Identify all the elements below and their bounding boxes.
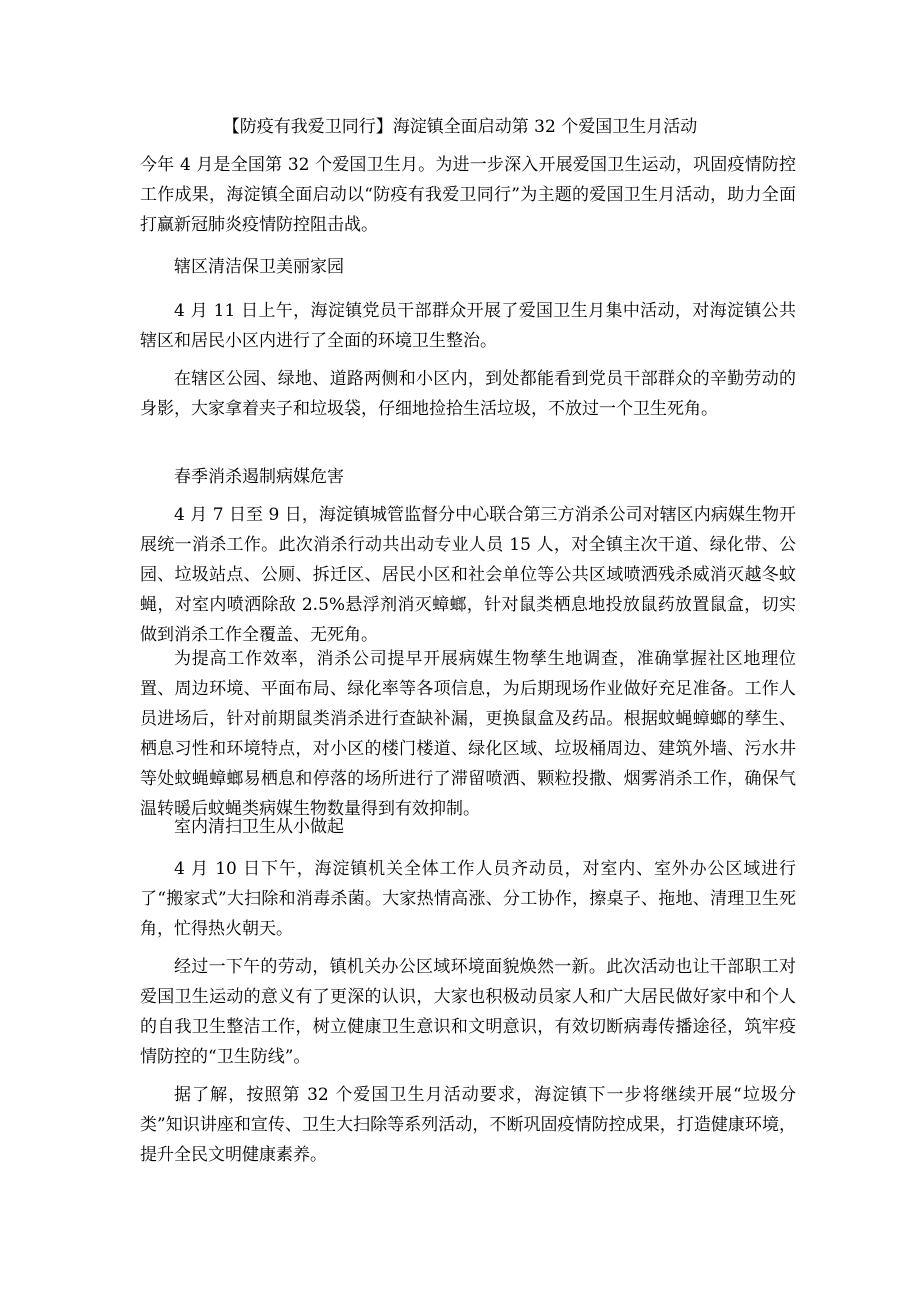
- section-heading-indoor: 室内清扫卫生从小做起: [174, 817, 344, 837]
- paragraph-disinfection-efficiency: 为提高工作效率，消杀公司提早开展病媒生物孳生地调查，准确掌握社区地理位置、周边环境、平面布局、绿化率等各项信息，为后期现场作业做好充足准备。工作人员进场后，针对前期鼠类消杀进行查缺补漏，更换鼠盒及药品。根据蚊蝇蟑螂的孳生、栖息习性和环境特点，对小区的楼门楼道、绿化区域、垃圾桶周边、建筑外墙、污水井等处蚊蝇蟑螂易栖息和停落的场所进行了滞留喷洒、颗粒投撒、烟雾消杀工作，确保气温转暖后蚊蝇类病媒生物数量得到有效抑制。: [140, 649, 796, 819]
- paragraph-cleaning-scene: 在辖区公园、绿地、道路两侧和小区内，到处都能看到党员干部群众的辛勤劳动的身影，大家拿着夹子和垃圾袋，仔细地捡拾生活垃圾，不放过一个卫生死角。: [140, 369, 796, 419]
- paragraph-disinfection-operation: 4 月 7 日至 9 日，海淀镇城管监督分中心联合第三方消杀公司对辖区内病媒生物开展统一消杀工作。此次消杀行动共出动专业人员 15 人，对全镇主次干道、绿化带、公园、垃圾站点、公厕、拆迁区、居民小区和社会单位等公共区域喷洒残杀威消灭越冬蚊蝇，对室内喷洒除敌 2.5%悬浮剂消灭蟑螂，针对鼠类栖息地投放鼠药放置鼠盒，切实做到消杀工作全覆盖、无死角。: [140, 505, 796, 645]
- paragraph-cleaning-activity: 4 月 11 日上午，海淀镇党员干部群众开展了爱国卫生月集中活动，对海淀镇公共辖区和居民小区内进行了全面的环境卫生整治。: [140, 301, 796, 351]
- section-heading-cleaning: 辖区清洁保卫美丽家园: [174, 257, 344, 277]
- section-heading-disinfection: 春季消杀遏制病媒危害: [174, 467, 344, 487]
- paragraph-next-steps: 据了解，按照第 32 个爱国卫生月活动要求，海淀镇下一步将继续开展“垃圾分类”知识讲座和宣传、卫生大扫除等系列活动，不断巩固疫情防控成果，打造健康环境，提升全民文明健康素养。: [140, 1085, 796, 1165]
- article-title: 【防疫有我爱卫同行】海淀镇全面启动第 32 个爱国卫生月活动: [222, 117, 698, 137]
- paragraph-indoor-cleaning: 4 月 10 日下午，海淀镇机关全体工作人员齐动员，对室内、室外办公区域进行了“搬家式”大扫除和消毒杀菌。大家热情高涨、分工协作，擦桌子、拖地、清理卫生死角，忙得热火朝天。: [140, 859, 796, 939]
- paragraph-indoor-result: 经过一下午的劳动，镇机关办公区域环境面貌焕然一新。此次活动也让干部职工对爱国卫生运动的意义有了更深的认识，大家也积极动员家人和广大居民做好家中和个人的自我卫生整洁工作，树立健康卫生意识和文明意识，有效切断病毒传播途径，筑牢疫情防控的“卫生防线”。: [140, 957, 796, 1067]
- intro-paragraph: 今年 4 月是全国第 32 个爱国卫生月。为进一步深入开展爱国卫生运动，巩固疫情防控工作成果，海淀镇全面启动以“防疫有我爱卫同行”为主题的爱国卫生月活动，助力全面打赢新冠肺炎疫情防控阻击战。: [140, 155, 796, 235]
